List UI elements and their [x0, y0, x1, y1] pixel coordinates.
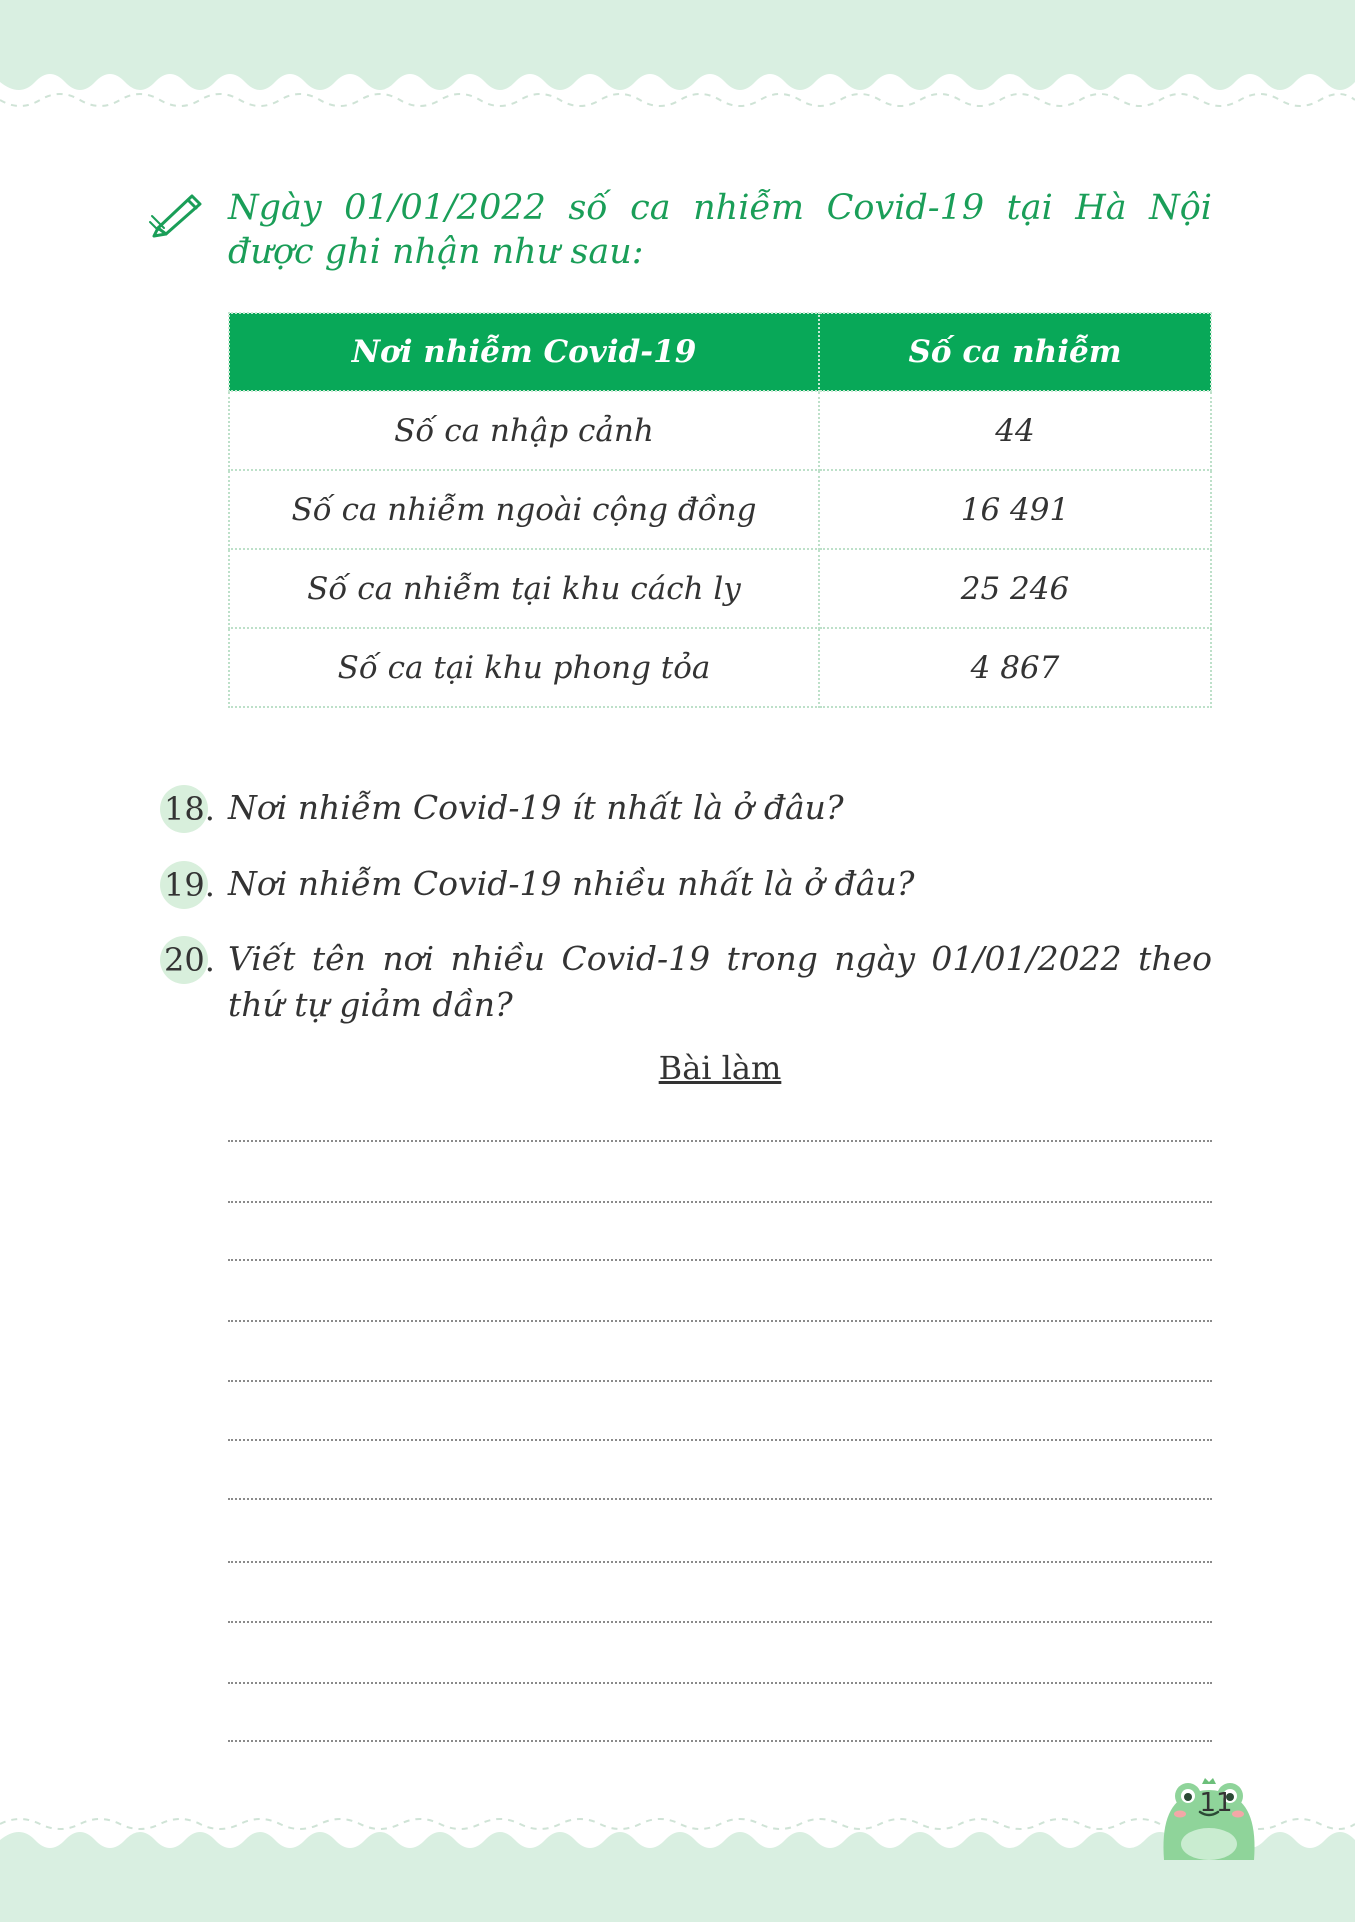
question-20 — [160, 936, 1212, 1028]
answer-line[interactable] — [228, 1682, 1212, 1684]
intro-text: Ngày 01/01/2022 số ca nhiễm Covid-19 tại Hà Nội được ghi nhận như sau: — [228, 188, 1212, 272]
cell-place: Số ca nhiễm ngoài cộng đồng — [229, 470, 819, 549]
cell-place: Số ca nhiễm tại khu cách ly — [229, 549, 819, 628]
bottom-decorative-band — [0, 1802, 1355, 1922]
table-row — [229, 628, 1211, 707]
question-text: Viết tên nơi nhiều Covid-19 trong ngày 01/01/2022 theo thứ tự giảm dần? — [228, 939, 1212, 1024]
table-row — [229, 549, 1211, 628]
work-heading — [228, 1046, 1212, 1090]
answer-line[interactable] — [228, 1561, 1212, 1563]
question-number: 19. — [164, 866, 215, 904]
answer-line[interactable] — [228, 1621, 1212, 1623]
answer-line[interactable] — [228, 1380, 1212, 1382]
answer-line[interactable] — [228, 1498, 1212, 1500]
cell-cases: 4 867 — [819, 628, 1211, 707]
page-number: 11 — [1199, 1788, 1233, 1818]
question-number: 20. — [164, 941, 215, 979]
answer-line[interactable] — [228, 1140, 1212, 1142]
pencil-icon — [148, 188, 206, 238]
top-decorative-band — [0, 0, 1355, 120]
intro-block — [148, 186, 1212, 274]
table-row — [229, 391, 1211, 470]
question-18 — [160, 785, 1212, 831]
work-heading-text: Bài làm — [658, 1049, 782, 1087]
question-number: 18. — [164, 790, 215, 828]
answer-line[interactable] — [228, 1201, 1212, 1203]
cell-place: Số ca nhập cảnh — [229, 391, 819, 470]
question-19 — [160, 861, 1212, 907]
header-cases: Số ca nhiễm — [819, 313, 1211, 391]
table-header-row — [229, 313, 1211, 391]
answer-line[interactable] — [228, 1259, 1212, 1261]
table-row — [229, 470, 1211, 549]
cell-cases: 44 — [819, 391, 1211, 470]
answer-line[interactable] — [228, 1320, 1212, 1322]
cell-cases: 25 246 — [819, 549, 1211, 628]
header-place: Nơi nhiễm Covid-19 — [229, 313, 819, 391]
question-text: Nơi nhiễm Covid-19 nhiều nhất là ở đâu? — [228, 864, 915, 903]
cell-cases: 16 491 — [819, 470, 1211, 549]
covid-cases-table — [228, 312, 1212, 708]
answer-line[interactable] — [228, 1740, 1212, 1742]
cell-place: Số ca tại khu phong tỏa — [229, 628, 819, 707]
question-text: Nơi nhiễm Covid-19 ít nhất là ở đâu? — [228, 788, 844, 827]
answer-line[interactable] — [228, 1439, 1212, 1441]
